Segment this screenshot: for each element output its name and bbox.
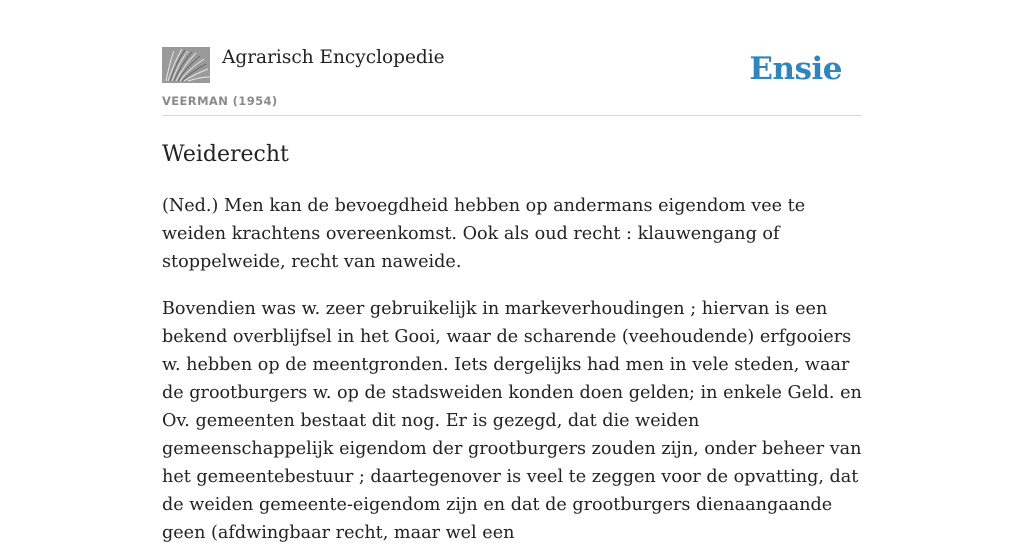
source-header: [162, 0, 862, 116]
article: [162, 0, 862, 543]
source-author-year: VEERMAN (1954): [162, 94, 278, 108]
wheat-ears-icon[interactable]: [162, 47, 210, 83]
entry-paragraph-1: (Ned.) Men kan de bevoegdheid hebben op andermans eigendom vee te weiden krachtens overeenkomst. Ook als oud recht : klauwengang of stoppelweide, recht van naweide.: [162, 196, 806, 272]
source-title[interactable]: Agrarisch Encyclopedie: [222, 47, 445, 68]
entry-title: Weiderecht: [162, 142, 289, 167]
ensie-logo-link[interactable]: Ensie: [749, 51, 842, 87]
entry-paragraph-2: Bovendien was w. zeer gebruikelijk in markeverhoudingen ; hiervan is een bekend overblijfsel in het Gooi, waar de scharende (veehoudende) erfgooiers w. hebben op de meentgronden. Iets dergelijks had men in vele steden, waar de grootburgers w. op de stadsweiden konden doen gelden; in enkele Geld. en Ov. gemeenten bestaat dit nog. Er is gezegd, dat die weiden gemeenschappelijk eigendom der grootburgers zouden zijn, onder beheer van het gemeentebestuur ; daartegenover is veel te zeggen voor de opvatting, dat de weiden gemeente-eigendom zijn en dat de grootburgers dienaangaande geen (afdwingbaar recht, maar wel een: [162, 299, 862, 543]
